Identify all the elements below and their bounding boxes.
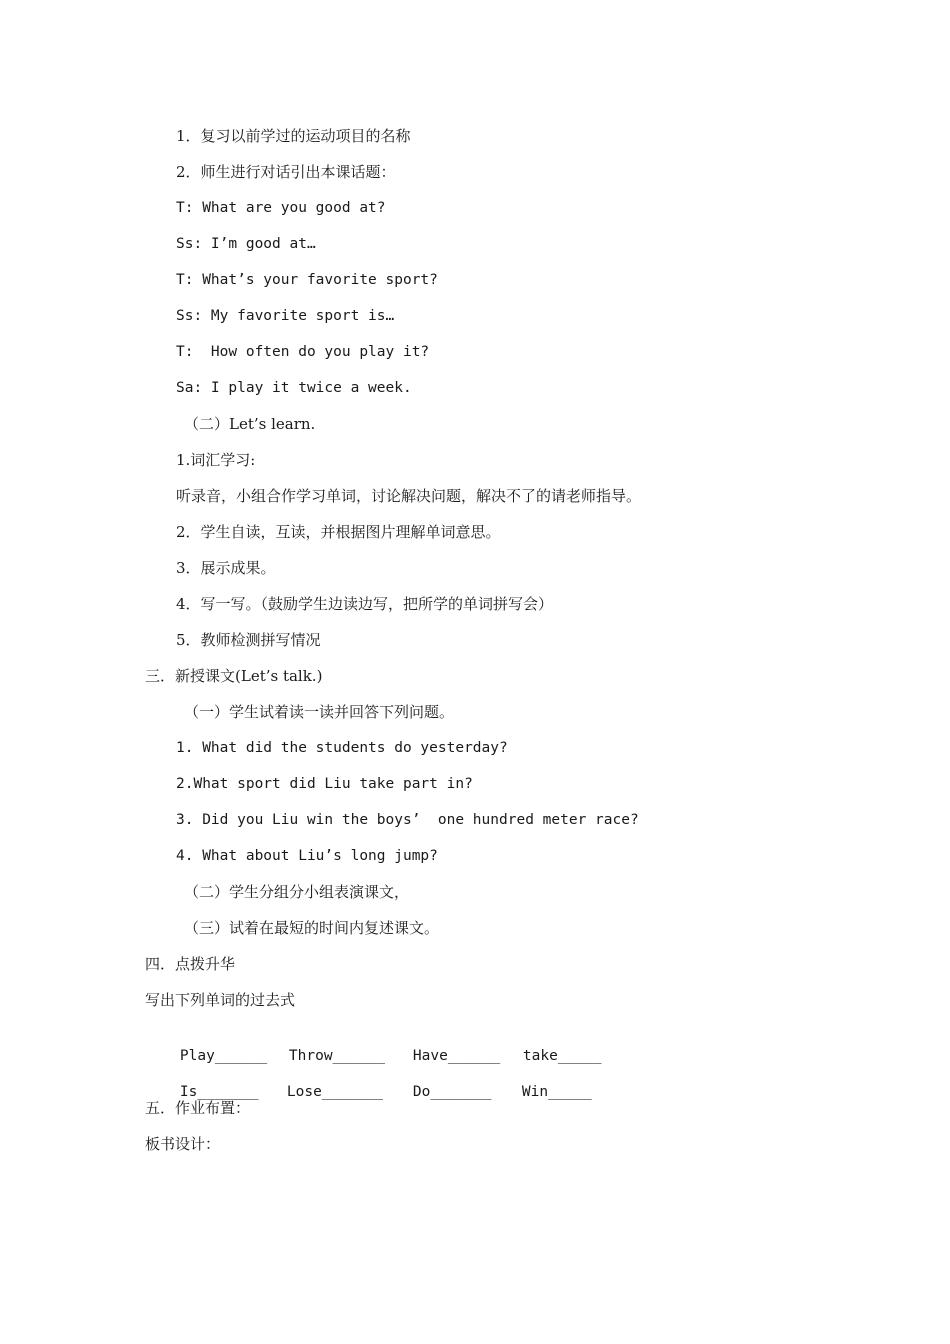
line-dialogue-3: T: What’s your favorite sport? — [176, 272, 438, 288]
exercise-take: take_____ — [522, 1048, 602, 1064]
exercise-throw: Throw______ — [288, 1048, 385, 1064]
section-lets-learn: （二）Let’s learn. — [184, 415, 316, 433]
line-retell: （三）试着在最短的时间内复述课文。 — [184, 919, 440, 937]
exercise-play: Play______ — [179, 1048, 268, 1064]
question-2: 2.What sport did Liu take part in? — [176, 776, 473, 792]
line-dialogue-5: T: How often do you play it? — [176, 344, 430, 360]
section-board-design: 板书设计： — [145, 1135, 221, 1153]
line-self-read: 2．学生自读，互读，并根据图片理解单词意思。 — [176, 523, 501, 541]
exercise-lose: Lose_______ — [286, 1084, 383, 1100]
exercise-do: Do_______ — [412, 1084, 492, 1100]
section-homework: 五．作业布置： — [145, 1099, 251, 1117]
line-try-read: （一）学生试着读一读并回答下列问题。 — [184, 703, 455, 721]
exercise-have: Have______ — [412, 1048, 501, 1064]
line-show-results: 3．展示成果。 — [176, 559, 276, 577]
section-guide: 四．点拨升华 — [145, 955, 236, 973]
line-dialogue-intro: 2．师生进行对话引出本课话题： — [176, 163, 396, 181]
line-dialogue-2: Ss: I’m good at… — [176, 236, 316, 252]
line-review-sports: 1．复习以前学过的运动项目的名称 — [176, 127, 411, 145]
line-write: 4．写一写。（鼓励学生边读边写，把所学的单词拼写会） — [176, 595, 554, 613]
line-past-tense-task: 写出下列单词的过去式 — [145, 991, 296, 1009]
question-1: 1. What did the students do yesterday? — [176, 740, 508, 756]
line-dialogue-4: Ss: My favorite sport is… — [176, 308, 395, 324]
line-vocab: 1.词汇学习: — [176, 451, 256, 469]
line-dialogue-1: T: What are you good at? — [176, 200, 386, 216]
exercise-is: Is_______ — [179, 1084, 259, 1100]
question-4: 4. What about Liu’s long jump? — [176, 848, 438, 864]
line-listen: 听录音，小组合作学习单词，讨论解决问题，解决不了的请老师指导。 — [176, 487, 642, 505]
question-3: 3. Did you Liu win the boys’ one hundred meter race? — [176, 812, 639, 828]
section-lets-talk: 三．新授课文(Let’s talk.) — [145, 667, 323, 685]
line-group-act: （二）学生分组分小组表演课文， — [184, 883, 410, 901]
exercise-win: Win_____ — [521, 1084, 592, 1100]
line-check-spelling: 5．教师检测拼写情况 — [176, 631, 321, 649]
line-dialogue-6: Sa: I play it twice a week. — [176, 380, 412, 396]
